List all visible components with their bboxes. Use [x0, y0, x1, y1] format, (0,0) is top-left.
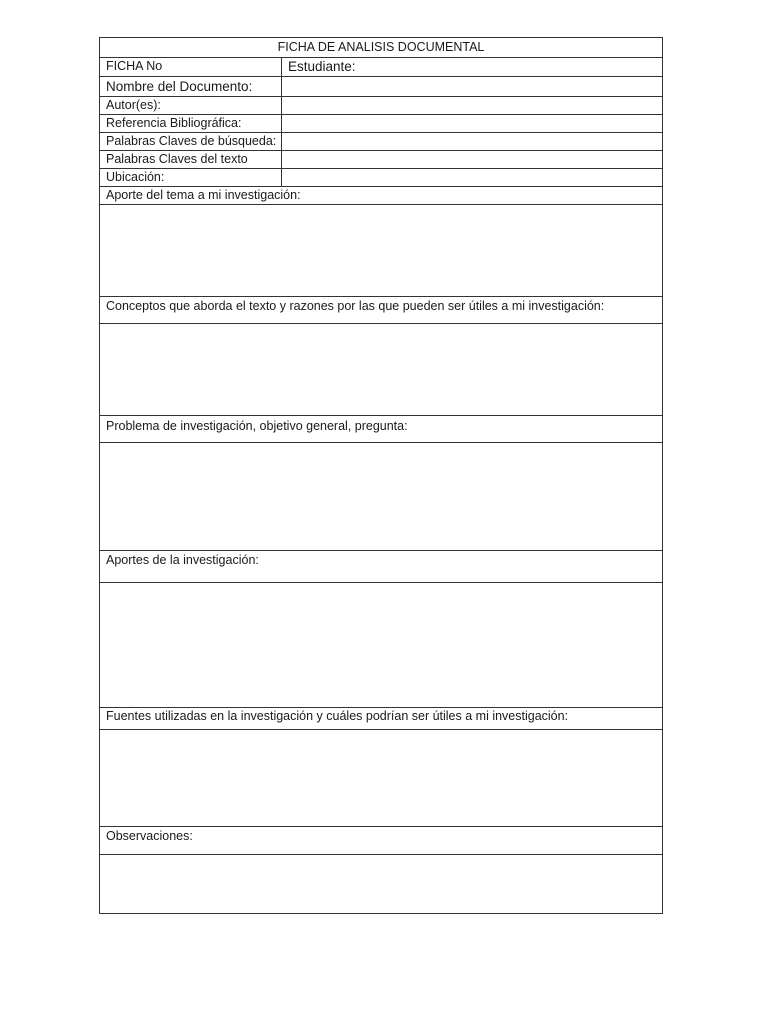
field-value-ubicacion[interactable] — [282, 169, 662, 186]
section-label-problema: Problema de investigación, objetivo general, pregunta: — [106, 419, 408, 433]
section-label-observaciones: Observaciones: — [106, 829, 193, 843]
field-label-referencia: Referencia Bibliográfica: — [100, 115, 282, 132]
field-label-nombre-documento: Nombre del Documento: — [100, 77, 282, 96]
field-label-estudiante[interactable]: Estudiante: — [288, 59, 356, 74]
section-label-aportes-investigacion: Aportes de la investigación: — [106, 553, 259, 567]
field-label-palabras-busqueda: Palabras Claves de búsqueda: — [100, 133, 282, 150]
section-label-aporte-tema: Aporte del tema a mi investigación: — [106, 188, 301, 202]
section-body-aportes-investigacion[interactable] — [100, 583, 662, 708]
section-body-observaciones[interactable] — [100, 855, 662, 913]
section-label-fuentes: Fuentes utilizadas en la investigación y cuáles podrían ser útiles a mi investigación: — [106, 709, 569, 723]
field-row-referencia — [100, 115, 662, 133]
field-row-palabras-busqueda — [100, 133, 662, 151]
field-value-nombre-documento[interactable] — [282, 77, 662, 96]
field-row-ficha — [100, 58, 662, 77]
field-value-referencia[interactable] — [282, 115, 662, 132]
field-value-autores[interactable] — [282, 97, 662, 114]
section-header-fuentes — [100, 708, 662, 730]
section-header-conceptos — [100, 297, 662, 324]
field-row-palabras-texto — [100, 151, 662, 169]
section-body-conceptos[interactable] — [100, 324, 662, 416]
form-title: FICHA DE ANALISIS DOCUMENTAL — [277, 40, 485, 54]
section-body-aporte-tema[interactable] — [100, 205, 662, 297]
field-value-palabras-texto[interactable] — [282, 151, 662, 168]
section-body-problema[interactable] — [100, 443, 662, 551]
section-header-observaciones — [100, 827, 662, 855]
section-label-conceptos: Conceptos que aborda el texto y razones por las que pueden ser útiles a mi investigación: — [106, 299, 605, 313]
section-header-aportes-investigacion — [100, 551, 662, 583]
section-body-fuentes[interactable] — [100, 730, 662, 827]
field-value-palabras-busqueda[interactable] — [282, 133, 662, 150]
field-row-autor — [100, 97, 662, 115]
form-title-row — [100, 38, 662, 58]
field-row-ubicacion — [100, 169, 662, 187]
field-row-nombre — [100, 77, 662, 97]
field-label-ubicacion: Ubicación: — [100, 169, 282, 186]
analysis-form-table — [99, 37, 663, 914]
field-label-autores: Autor(es): — [100, 97, 282, 114]
field-label-ficha-no: FICHA No — [100, 58, 282, 76]
section-header-problema — [100, 416, 662, 443]
section-header-aporte-tema — [100, 187, 662, 205]
field-label-palabras-texto: Palabras Claves del texto — [100, 151, 282, 168]
